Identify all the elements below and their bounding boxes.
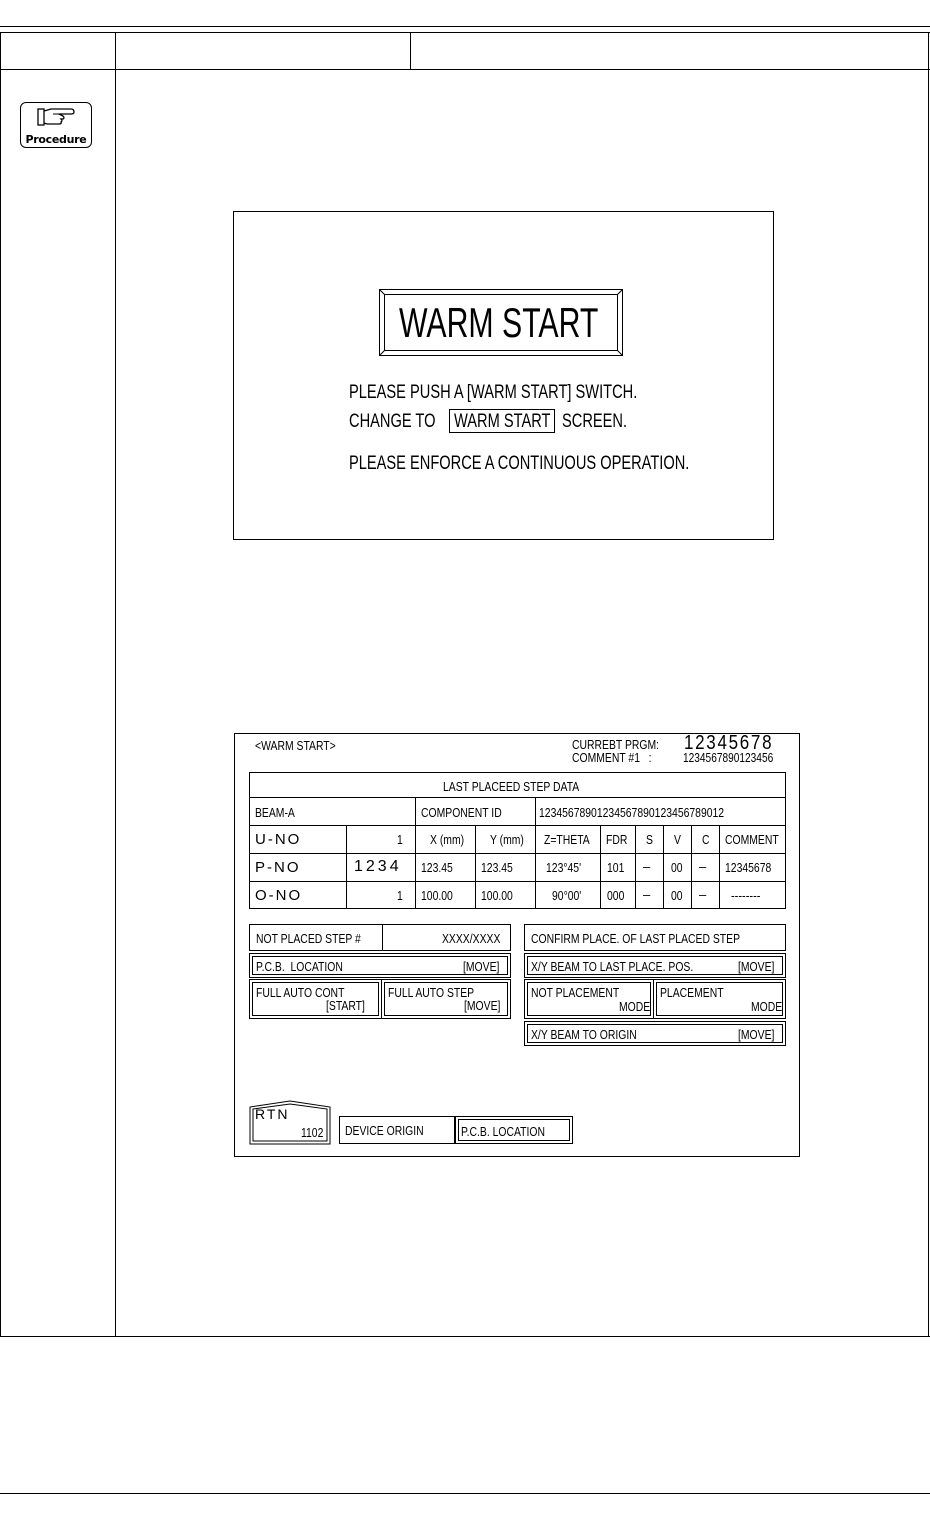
pointing-hand-icon <box>37 106 77 128</box>
table-top-border <box>0 32 930 33</box>
p-no-s: – <box>643 859 651 874</box>
pcb-location-action: [MOVE] <box>463 959 500 974</box>
xy-beam-origin-action: [MOVE] <box>738 1027 775 1042</box>
pcb-location-tab[interactable] <box>455 1116 573 1144</box>
p-no-y: 123.45 <box>481 860 513 875</box>
instruction-line-3: PLEASE ENFORCE A CONTINUOUS OPERATION. <box>349 453 690 474</box>
header-row-bottom <box>0 69 930 70</box>
xy-beam-origin-label: X/Y BEAM TO ORIGIN <box>531 1027 637 1042</box>
table-header: LAST PLACEED STEP DATA <box>443 779 580 794</box>
row-label-p-no: P-NO <box>255 859 301 876</box>
col-header-c: C <box>702 832 710 847</box>
col-header-s: S <box>646 832 653 847</box>
component-id-label: COMPONENT ID <box>421 805 502 820</box>
current-program-label: CURREBT PRGM: <box>572 737 660 752</box>
o-no-x: 100.00 <box>421 888 453 903</box>
table-right-border <box>928 32 929 1337</box>
not-placement-mode: MODE <box>619 999 651 1014</box>
comment-value: 1234567890123456 <box>683 750 774 765</box>
column-divider-1 <box>115 32 116 1337</box>
not-placement-label: NOT PLACEMENT <box>531 985 620 1000</box>
full-auto-cont-label: FULL AUTO CONT <box>256 985 345 1000</box>
full-auto-step-action: [MOVE] <box>464 998 501 1013</box>
placement-mode-button[interactable] <box>653 979 786 1019</box>
warm-start-inline-box: WARM START <box>449 409 555 433</box>
not-placed-step-value: XXXX/XXXX <box>442 931 501 946</box>
p-no-z: 123°45' <box>546 860 582 875</box>
rtn-label: RTN <box>255 1106 290 1122</box>
beam-label: BEAM-A <box>255 805 295 820</box>
instruction-line-2-prefix: CHANGE TO <box>349 411 436 432</box>
screen-title: <WARM START> <box>255 738 336 753</box>
comment-label: COMMENT #1 : <box>572 750 652 765</box>
placement-mode: MODE <box>751 999 783 1014</box>
last-placed-step-table <box>249 772 786 909</box>
col-header-x: X (mm) <box>430 832 465 847</box>
o-no-v: 00 <box>671 888 683 903</box>
warm-start-screen <box>234 733 800 1157</box>
pcb-location-tab-label: P.C.B. LOCATION <box>461 1124 545 1139</box>
full-auto-step-label: FULL AUTO STEP <box>388 985 475 1000</box>
procedure-icon <box>20 102 92 148</box>
instruction-line-2 <box>349 409 749 435</box>
not-placed-step-box <box>249 924 511 951</box>
pcb-location-move-button[interactable] <box>249 953 511 978</box>
p-no-c: – <box>699 859 707 874</box>
confirm-place-box <box>524 924 786 951</box>
warm-start-title-plate <box>379 289 623 356</box>
o-no-fdr: 000 <box>607 888 625 903</box>
procedure-label: Procedure <box>25 133 87 146</box>
p-no-x: 123.45 <box>421 860 453 875</box>
column-divider-2 <box>410 32 411 70</box>
col-header-fdr: FDR <box>606 832 628 847</box>
rtn-code: 1102 <box>301 1125 324 1140</box>
device-origin-label: DEVICE ORIGIN <box>345 1123 424 1138</box>
p-no-comment: 12345678 <box>725 860 772 875</box>
o-no-c: – <box>699 887 707 902</box>
xy-beam-last-place-action: [MOVE] <box>738 959 775 974</box>
pcb-location-label: P.C.B. LOCATION <box>256 959 343 974</box>
warm-start-title: WARM START <box>399 299 599 346</box>
top-rule <box>0 26 930 27</box>
placement-label: PLACEMENT <box>660 985 724 1000</box>
col-header-v: V <box>674 832 681 847</box>
warm-start-prompt-screen <box>233 211 774 540</box>
component-id-value: 12345678901234567890123456789012 <box>539 805 725 820</box>
bottom-rule <box>0 1493 930 1494</box>
confirm-place-label: CONFIRM PLACE. OF LAST PLACED STEP <box>531 931 741 946</box>
current-program-value: 12345678 <box>684 732 774 754</box>
full-auto-step-button[interactable] <box>381 979 511 1019</box>
instruction-line-1: PLEASE PUSH A [WARM START] SWITCH. <box>349 382 638 403</box>
o-no-comment: -------- <box>731 888 761 903</box>
o-no-z: 90°00' <box>552 888 582 903</box>
col-header-z-theta: Z=THETA <box>544 832 590 847</box>
table-bottom-border <box>0 1336 930 1337</box>
o-no-y: 100.00 <box>481 888 513 903</box>
p-no-fdr: 101 <box>607 860 625 875</box>
table-left-border <box>0 32 1 1337</box>
row-num-p-no: 1234 <box>354 858 402 875</box>
o-no-s: – <box>643 887 651 902</box>
row-label-u-no: U-NO <box>255 831 302 848</box>
row-num-u-no: 1 <box>397 832 403 847</box>
not-placed-step-label: NOT PLACED STEP # <box>256 931 361 946</box>
col-header-comment: COMMENT <box>725 832 779 847</box>
device-origin-tab[interactable] <box>339 1116 455 1144</box>
p-no-v: 00 <box>671 860 683 875</box>
row-label-o-no: O-NO <box>255 887 303 904</box>
rtn-button[interactable] <box>249 1100 331 1145</box>
full-auto-cont-button[interactable] <box>249 979 382 1019</box>
instruction-line-2-suffix: SCREEN. <box>562 411 628 432</box>
col-header-y: Y (mm) <box>490 832 524 847</box>
xy-beam-last-place-button[interactable] <box>524 953 786 978</box>
full-auto-cont-action: [START] <box>326 998 365 1013</box>
row-num-o-no: 1 <box>397 888 403 903</box>
xy-beam-origin-button[interactable] <box>524 1021 786 1046</box>
not-placement-mode-button[interactable] <box>524 979 654 1019</box>
xy-beam-last-place-label: X/Y BEAM TO LAST PLACE. POS. <box>531 959 694 974</box>
